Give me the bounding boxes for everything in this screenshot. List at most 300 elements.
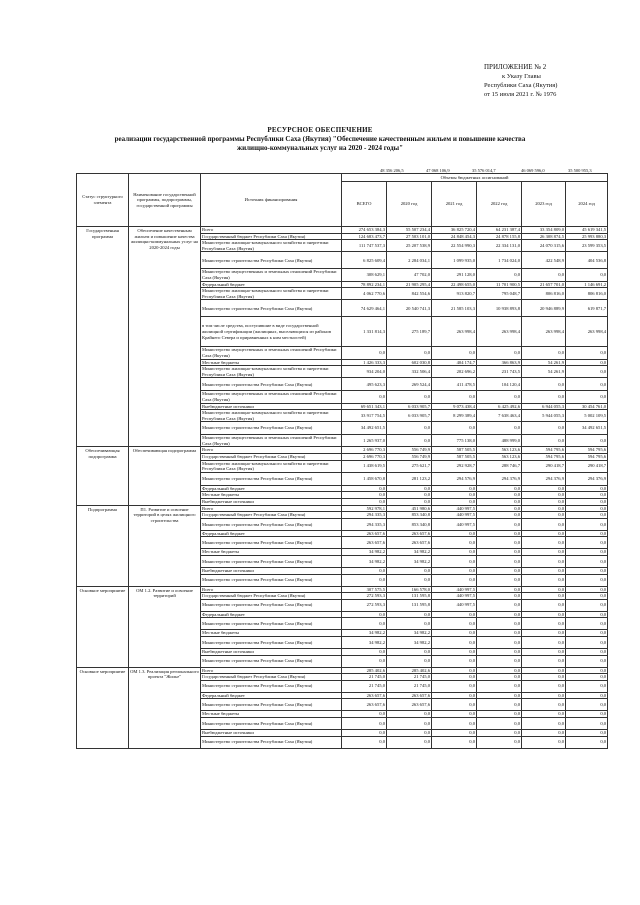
amount-cell: 21 585 103,3 <box>432 300 477 317</box>
amount-cell: 74 629 464,1 <box>342 300 387 317</box>
amount-cell: 22 334 131,0 <box>477 240 522 252</box>
header-year: 2022 год <box>477 182 522 227</box>
amount-cell: 0,0 <box>432 568 477 575</box>
amount-cell: 0,0 <box>522 630 566 637</box>
amount-cell: 0,0 <box>387 711 432 718</box>
amount-cell: 0,0 <box>522 530 566 537</box>
amount-cell: 0,0 <box>342 711 387 718</box>
amount-cell: 78 892 234,1 <box>342 281 387 288</box>
pre-total: 35 576 014,7 <box>472 168 496 173</box>
amount-cell: 0,0 <box>477 505 522 512</box>
amount-cell: 54 261,9 <box>522 366 566 378</box>
amount-cell: 440 997,5 <box>432 505 477 512</box>
amount-cell: 0,0 <box>387 499 432 506</box>
amount-cell: 0,0 <box>432 717 477 729</box>
amount-cell: 0,0 <box>566 611 608 618</box>
amount-cell: 54 261,9 <box>522 359 566 366</box>
amount-cell: 285 402,6 <box>387 667 432 674</box>
amount-cell: 0,0 <box>432 391 477 403</box>
header-year: 2020 год <box>387 182 432 227</box>
amount-cell: 0,0 <box>432 711 477 718</box>
amount-cell: 853 340,8 <box>387 518 432 530</box>
amount-cell: 0,0 <box>342 391 387 403</box>
amount-cell: 0,0 <box>566 692 608 699</box>
amount-cell: 0,0 <box>477 736 522 748</box>
amount-cell: 0,0 <box>432 618 477 630</box>
amount-cell: 36 825 720,4 <box>432 227 477 234</box>
amount-cell: 0,0 <box>477 680 522 692</box>
amount-cell: 6 425 492,6 <box>477 403 522 410</box>
amount-cell: 0,0 <box>522 636 566 648</box>
amount-cell: 307 575,5 <box>342 586 387 593</box>
amount-cell: 0,0 <box>432 655 477 667</box>
source-cell: Министерство имущественных и земельных отношений Республики Саха (Якутия) <box>201 269 342 281</box>
source-cell: Министерство жилищно-коммунального хозяйства и энергетики Республики Саха (Якутия) <box>201 288 342 300</box>
amount-cell: 0,0 <box>477 391 522 403</box>
amount-cell: 272 593,3 <box>342 599 387 611</box>
amount-cell: 619 871,7 <box>566 300 608 317</box>
amount-cell: 7 638 463,4 <box>477 410 522 422</box>
amount-cell: 0,0 <box>477 485 522 492</box>
amount-cell: 0,0 <box>522 599 566 611</box>
source-cell: Всего <box>201 227 342 234</box>
source-cell: Министерство строительства Республики Саха (Якутия) <box>201 599 342 611</box>
amount-cell: 0,0 <box>566 618 608 630</box>
amount-cell: 0,0 <box>432 680 477 692</box>
amount-cell: 263 998,4 <box>432 317 477 347</box>
amount-cell: 0,0 <box>342 618 387 630</box>
amount-cell: 0,0 <box>566 518 608 530</box>
amount-cell: 0,0 <box>522 556 566 568</box>
amount-cell: 0,0 <box>477 611 522 618</box>
amount-cell: 0,0 <box>522 422 566 435</box>
source-cell: Министерство строительства Республики Саха (Якутия) <box>201 537 342 549</box>
header-status: Статус структурного элемента <box>77 174 129 227</box>
amount-cell: 34 982,2 <box>342 630 387 637</box>
amount-cell: 0,0 <box>566 269 608 281</box>
amount-cell: 263 657,6 <box>387 537 432 549</box>
amount-cell: 0,0 <box>566 630 608 637</box>
amount-cell: 0,0 <box>387 391 432 403</box>
amount-cell: 263 657,6 <box>342 537 387 549</box>
amount-cell: 0,0 <box>342 655 387 667</box>
source-cell: Федеральный бюджет <box>201 281 342 288</box>
amount-cell: 0,0 <box>522 568 566 575</box>
amount-cell: 594 795,6 <box>566 454 608 461</box>
document-title <box>70 126 570 153</box>
source-cell: Государственный бюджет Республики Саха (Якутия) <box>201 593 342 600</box>
amount-cell: 34 492 651,5 <box>566 422 608 435</box>
source-cell: Министерство строительства Республики Саха (Якутия) <box>201 636 342 648</box>
amount-cell: 934 204,0 <box>342 366 387 378</box>
amount-cell: 0,0 <box>387 574 432 586</box>
amount-cell: 263 657,6 <box>387 692 432 699</box>
amount-cell: 27 503 101,0 <box>387 233 432 240</box>
amount-cell: 440 997,5 <box>432 586 477 593</box>
amount-cell: 0,0 <box>522 549 566 556</box>
amount-cell: 0,0 <box>432 729 477 736</box>
amount-cell: 0,0 <box>566 568 608 575</box>
header-year: 2023 год <box>522 182 566 227</box>
amount-cell: 602 030,8 <box>387 359 432 366</box>
amount-cell: 0,0 <box>566 711 608 718</box>
amount-cell: 0,0 <box>387 729 432 736</box>
amount-cell: 1 099 935,0 <box>432 252 477 269</box>
amount-cell: 0,0 <box>342 574 387 586</box>
amount-cell: 0,0 <box>566 699 608 711</box>
amount-cell: 0,0 <box>566 499 608 506</box>
amount-cell: 0,0 <box>477 648 522 655</box>
amount-cell: 20 946 889,9 <box>522 300 566 317</box>
amount-cell: 775 138,0 <box>432 435 477 447</box>
amount-cell: 0,0 <box>522 648 566 655</box>
amount-cell: 0,0 <box>477 630 522 637</box>
appendix-number: ПРИЛОЖЕНИЕ № 2 <box>484 63 547 71</box>
amount-cell: 0,0 <box>566 736 608 748</box>
program-name-cell: П1. Развитие и освоение территорий в целях жилищного строительства <box>129 505 201 586</box>
amount-cell: 842 554,6 <box>387 288 432 300</box>
amount-cell: 0,0 <box>566 674 608 681</box>
amount-cell: 0,0 <box>522 674 566 681</box>
amount-cell: 0,0 <box>342 736 387 748</box>
source-cell: Министерство строительства Республики Саха (Якутия) <box>201 574 342 586</box>
amount-cell: 0,0 <box>522 699 566 711</box>
amount-cell: 0,0 <box>477 692 522 699</box>
amount-cell: 0,0 <box>522 347 566 359</box>
amount-cell: 853 340,8 <box>387 512 432 519</box>
amount-cell: 0,0 <box>566 680 608 692</box>
amount-cell: 166 578,0 <box>387 586 432 593</box>
amount-cell: 30 454 761,0 <box>566 403 608 410</box>
amount-cell: 45 619 341,5 <box>566 227 608 234</box>
source-cell: Местные бюджеты <box>201 630 342 637</box>
amount-cell: 292 928,7 <box>432 460 477 472</box>
amount-cell: 0,0 <box>522 667 566 674</box>
amount-cell: 34 492 651,5 <box>342 422 387 435</box>
amount-cell: 795 048,7 <box>477 288 522 300</box>
amount-cell: 0,0 <box>387 485 432 492</box>
amount-cell: 0,0 <box>566 717 608 729</box>
amount-cell: 0,0 <box>477 499 522 506</box>
amount-cell: 6 033 905,7 <box>387 410 432 422</box>
amount-cell: 0,0 <box>522 717 566 729</box>
appendix-stamp <box>462 63 622 99</box>
amount-cell: 0,0 <box>387 648 432 655</box>
amount-cell: 5 944 055,3 <box>522 410 566 422</box>
amount-cell: 291 128,0 <box>432 269 477 281</box>
amount-cell: 0,0 <box>477 711 522 718</box>
amount-cell: 34 982,2 <box>387 636 432 648</box>
amount-cell: 0,0 <box>522 711 566 718</box>
amount-cell: 0,0 <box>342 648 387 655</box>
amount-cell: 0,0 <box>566 492 608 499</box>
amount-cell: 24 878 155,8 <box>477 233 522 240</box>
amount-cell: 0,0 <box>477 512 522 519</box>
source-cell: Местные бюджеты <box>201 492 342 499</box>
amount-cell: 495 623,3 <box>342 378 387 391</box>
amount-cell: 290 418,7 <box>566 460 608 472</box>
source-cell: Государственный бюджет Республики Саха (Якутия) <box>201 674 342 681</box>
source-cell: Министерство строительства Республики Саха (Якутия) <box>201 518 342 530</box>
amount-cell: 0,0 <box>432 667 477 674</box>
amount-cell: 34 982,2 <box>342 549 387 556</box>
title-line-3: жилищно-коммунальных услуг на 2020 - 2024 годы" <box>237 144 403 152</box>
amount-cell: 563 123,6 <box>477 454 522 461</box>
amount-cell: 0,0 <box>566 530 608 537</box>
amount-cell: 0,0 <box>477 586 522 593</box>
amount-cell: 0,0 <box>432 611 477 618</box>
amount-cell: 4 062 770,6 <box>342 288 387 300</box>
amount-cell: 290 418,7 <box>522 460 566 472</box>
amount-cell: 0,0 <box>432 422 477 435</box>
amount-cell: 0,0 <box>342 499 387 506</box>
amount-cell: 0,0 <box>432 492 477 499</box>
table-row <box>77 505 608 512</box>
amount-cell: 0,0 <box>566 512 608 519</box>
amount-cell: 124 683 473,7 <box>342 233 387 240</box>
table-row <box>77 447 608 454</box>
amount-cell: 0,0 <box>387 618 432 630</box>
amount-cell: 1 265 937,0 <box>342 435 387 447</box>
amount-cell: 0,0 <box>342 492 387 499</box>
amount-cell: 0,0 <box>566 366 608 378</box>
amount-cell: 592 978,1 <box>342 505 387 512</box>
source-cell: Министерство строительства Республики Саха (Якутия) <box>201 618 342 630</box>
amount-cell: 0,0 <box>432 692 477 699</box>
source-cell: Министерство жилищно-коммунального хозяйства и энергетики Республики Саха (Якутия) <box>201 366 342 378</box>
amount-cell: 0,0 <box>477 655 522 667</box>
source-cell: Министерство жилищно-коммунального хозяйства и энергетики Республики Саха (Якутия) <box>201 240 342 252</box>
amount-cell: 366 863,9 <box>477 359 522 366</box>
amount-cell: 0,0 <box>522 537 566 549</box>
amount-cell: 0,0 <box>477 530 522 537</box>
amount-cell: 11 701 900,5 <box>477 281 522 288</box>
amount-cell: 1 438 619,5 <box>342 460 387 472</box>
amount-cell: 0,0 <box>522 736 566 748</box>
source-cell: Министерство строительства Республики Саха (Якутия) <box>201 300 342 317</box>
amount-cell: 0,0 <box>387 347 432 359</box>
amount-cell: 47 702,0 <box>387 269 432 281</box>
amount-cell: 272 593,3 <box>342 593 387 600</box>
amount-cell: 1 146 691,2 <box>566 281 608 288</box>
source-cell: Министерство строительства Республики Саха (Якутия) <box>201 472 342 485</box>
amount-cell: 285 402,6 <box>342 667 387 674</box>
amount-cell: 0,0 <box>566 586 608 593</box>
amount-cell: 34 982,2 <box>387 549 432 556</box>
title-line-1: РЕСУРСНОЕ ОБЕСПЕЧЕНИЕ <box>267 126 373 134</box>
amount-cell: 34 982,2 <box>387 630 432 637</box>
amount-cell: 0,0 <box>477 568 522 575</box>
amount-cell: 69 651 343,1 <box>342 403 387 410</box>
amount-cell: 2 696 770,3 <box>342 447 387 454</box>
source-cell: Министерство жилищно-коммунального хозяйства и энергетики Республики Саха (Якутия) <box>201 460 342 472</box>
source-cell: Министерство имущественных и земельных отношений Республики Саха (Якутия) <box>201 347 342 359</box>
amount-cell: 0,0 <box>566 599 608 611</box>
amount-cell: 269 524,4 <box>387 378 432 391</box>
amount-cell: 2 696 770,3 <box>342 454 387 461</box>
amount-cell: 0,0 <box>566 648 608 655</box>
amount-cell: 0,0 <box>342 485 387 492</box>
amount-cell: 275 621,7 <box>387 460 432 472</box>
amount-cell: 0,0 <box>477 269 522 281</box>
amount-cell: 263 657,6 <box>342 692 387 699</box>
amount-cell: 0,0 <box>522 618 566 630</box>
amount-cell: 0,0 <box>387 422 432 435</box>
amount-cell: 0,0 <box>432 556 477 568</box>
source-cell: Министерство строительства Республики Саха (Якутия) <box>201 680 342 692</box>
pre-total: 35 500 955,3 <box>568 168 592 173</box>
amount-cell: 281 123,2 <box>387 472 432 485</box>
source-cell: Государственный бюджет Республики Саха (Якутия) <box>201 512 342 519</box>
source-cell: Местные бюджеты <box>201 359 342 366</box>
amount-cell: 25 993 880,3 <box>566 233 608 240</box>
amount-cell: 104 120,4 <box>477 378 522 391</box>
amount-cell: 6 033 905,7 <box>387 403 432 410</box>
amount-cell: 0,0 <box>566 485 608 492</box>
pre-total: 46 069 596,0 <box>521 168 545 173</box>
amount-cell: 55 507 234,4 <box>387 227 432 234</box>
source-cell: Министерство строительства Республики Саха (Якутия) <box>201 655 342 667</box>
source-cell: Всего <box>201 505 342 512</box>
source-cell: Всего <box>201 586 342 593</box>
amount-cell: 34 982,2 <box>342 556 387 568</box>
amount-cell: 22 554 990,3 <box>432 240 477 252</box>
amount-cell: 404 174,7 <box>432 359 477 366</box>
amount-cell: 0,0 <box>522 499 566 506</box>
amount-cell: 0,0 <box>522 269 566 281</box>
amount-cell: 0,0 <box>522 729 566 736</box>
source-cell: Всего <box>201 667 342 674</box>
amount-cell: 0,0 <box>387 717 432 729</box>
amount-cell: 0,0 <box>432 347 477 359</box>
amount-cell: 22 498 655,0 <box>432 281 477 288</box>
amount-cell: 0,0 <box>342 347 387 359</box>
source-cell: Министерство строительства Республики Саха (Якутия) <box>201 699 342 711</box>
amount-cell: 0,0 <box>477 667 522 674</box>
amount-cell: 294 376,9 <box>566 472 608 485</box>
amount-cell: 0,0 <box>522 574 566 586</box>
amount-cell: 0,0 <box>566 549 608 556</box>
source-cell: Внебюджетные источники <box>201 648 342 655</box>
amount-cell: 440 997,5 <box>432 599 477 611</box>
amount-cell: 0,0 <box>566 636 608 648</box>
amount-cell: 0,0 <box>477 574 522 586</box>
amount-cell: 8 299 389,4 <box>432 410 477 422</box>
amount-cell: 34 982,2 <box>387 556 432 568</box>
source-cell: Федеральный бюджет <box>201 530 342 537</box>
amount-cell: 451 980,6 <box>387 505 432 512</box>
amount-cell: 263 657,6 <box>387 699 432 711</box>
source-cell: Внебюджетные источники <box>201 568 342 575</box>
amount-cell: 1 734 024,0 <box>477 252 522 269</box>
amount-cell: 0,0 <box>522 518 566 530</box>
amount-cell: 0,0 <box>342 729 387 736</box>
amount-cell: 0,0 <box>432 630 477 637</box>
status-cell: Государственная программа <box>77 227 129 447</box>
amount-cell: 404 536,8 <box>566 252 608 269</box>
source-cell: Федеральный бюджет <box>201 611 342 618</box>
amount-cell: 111 747 537,3 <box>342 240 387 252</box>
amount-cell: 24 070 315,6 <box>522 240 566 252</box>
amount-cell: 0,0 <box>477 492 522 499</box>
amount-cell: 0,0 <box>432 648 477 655</box>
header-year: 2024 год <box>566 182 608 227</box>
amount-cell: 0,0 <box>566 574 608 586</box>
source-cell: Министерство строительства Республики Саха (Якутия) <box>201 422 342 435</box>
amount-cell: 0,0 <box>432 549 477 556</box>
amount-cell: 33 354 809,0 <box>522 227 566 234</box>
amount-cell: 274 653 384,3 <box>342 227 387 234</box>
amount-cell: 64 231 387,4 <box>477 227 522 234</box>
amount-cell: 294 335,3 <box>342 512 387 519</box>
amount-cell: 594 795,6 <box>522 454 566 461</box>
amount-cell: 2 284 034,1 <box>387 252 432 269</box>
amount-cell: 1 458 670,8 <box>342 472 387 485</box>
appendix-line-2: Республики Саха (Якутия) <box>484 82 558 89</box>
amount-cell: 0,0 <box>566 655 608 667</box>
amount-cell: 0,0 <box>566 435 608 447</box>
amount-cell: 231 743,5 <box>477 366 522 378</box>
amount-cell: 0,0 <box>342 611 387 618</box>
amount-cell: 594 795,6 <box>522 447 566 454</box>
source-cell: Внебюджетные источники <box>201 729 342 736</box>
amount-cell: 0,0 <box>477 717 522 729</box>
amount-cell: 0,0 <box>477 636 522 648</box>
amount-cell: 0,0 <box>566 556 608 568</box>
amount-cell: 0,0 <box>477 599 522 611</box>
source-cell: Министерство строительства Республики Саха (Якутия) <box>201 717 342 729</box>
header-volumes: Объемы бюджетных ассигнований <box>342 174 608 182</box>
amount-cell: 294 376,9 <box>477 472 522 485</box>
program-name-cell: Обеспечение качественным жильем и повышение качества жилищно-коммунальных услуг на 2020-2024 годы <box>129 227 201 447</box>
amount-cell: 0,0 <box>477 699 522 711</box>
amount-cell: 131 595,8 <box>387 599 432 611</box>
program-name-cell: Обеспечивающая подпрограмма <box>129 447 201 505</box>
amount-cell: 587 505,5 <box>432 447 477 454</box>
amount-cell: 0,0 <box>566 593 608 600</box>
amount-cell: 0,0 <box>566 378 608 391</box>
amount-cell: 0,0 <box>522 680 566 692</box>
amount-cell: 0,0 <box>566 505 608 512</box>
amount-cell: 21 657 701,0 <box>522 281 566 288</box>
amount-cell: 0,0 <box>387 611 432 618</box>
amount-cell: 0,0 <box>477 674 522 681</box>
amount-cell: 263 998,4 <box>566 317 608 347</box>
source-cell: Министерство имущественных и земельных отношений Республики Саха (Якутия) <box>201 391 342 403</box>
amount-cell: 10 938 893,8 <box>477 300 522 317</box>
amount-cell: 263 998,4 <box>477 317 522 347</box>
table-row <box>77 667 608 674</box>
amount-cell: 21 745,0 <box>342 680 387 692</box>
amount-cell: 440 997,5 <box>432 593 477 600</box>
amount-cell: 0,0 <box>522 593 566 600</box>
source-cell: Федеральный бюджет <box>201 485 342 492</box>
amount-cell: 806 816,0 <box>566 288 608 300</box>
amount-cell: 23 599 353,5 <box>566 240 608 252</box>
amount-cell: 0,0 <box>477 347 522 359</box>
amount-cell: 0,0 <box>522 505 566 512</box>
amount-cell: 21 745,0 <box>387 674 432 681</box>
status-cell: Основное мероприятие <box>77 586 129 667</box>
amount-cell: 0,0 <box>432 574 477 586</box>
appendix-line-3: от 15 июля 2021 г. № 1976 <box>484 91 557 98</box>
amount-cell: 21 745,0 <box>342 674 387 681</box>
amount-cell: 0,0 <box>566 667 608 674</box>
amount-cell: 440 997,5 <box>432 518 477 530</box>
amount-cell: 275 189,7 <box>387 317 432 347</box>
source-cell: Министерство имущественных и земельных отношений Республики Саха (Якутия) <box>201 435 342 447</box>
amount-cell: 0,0 <box>477 518 522 530</box>
